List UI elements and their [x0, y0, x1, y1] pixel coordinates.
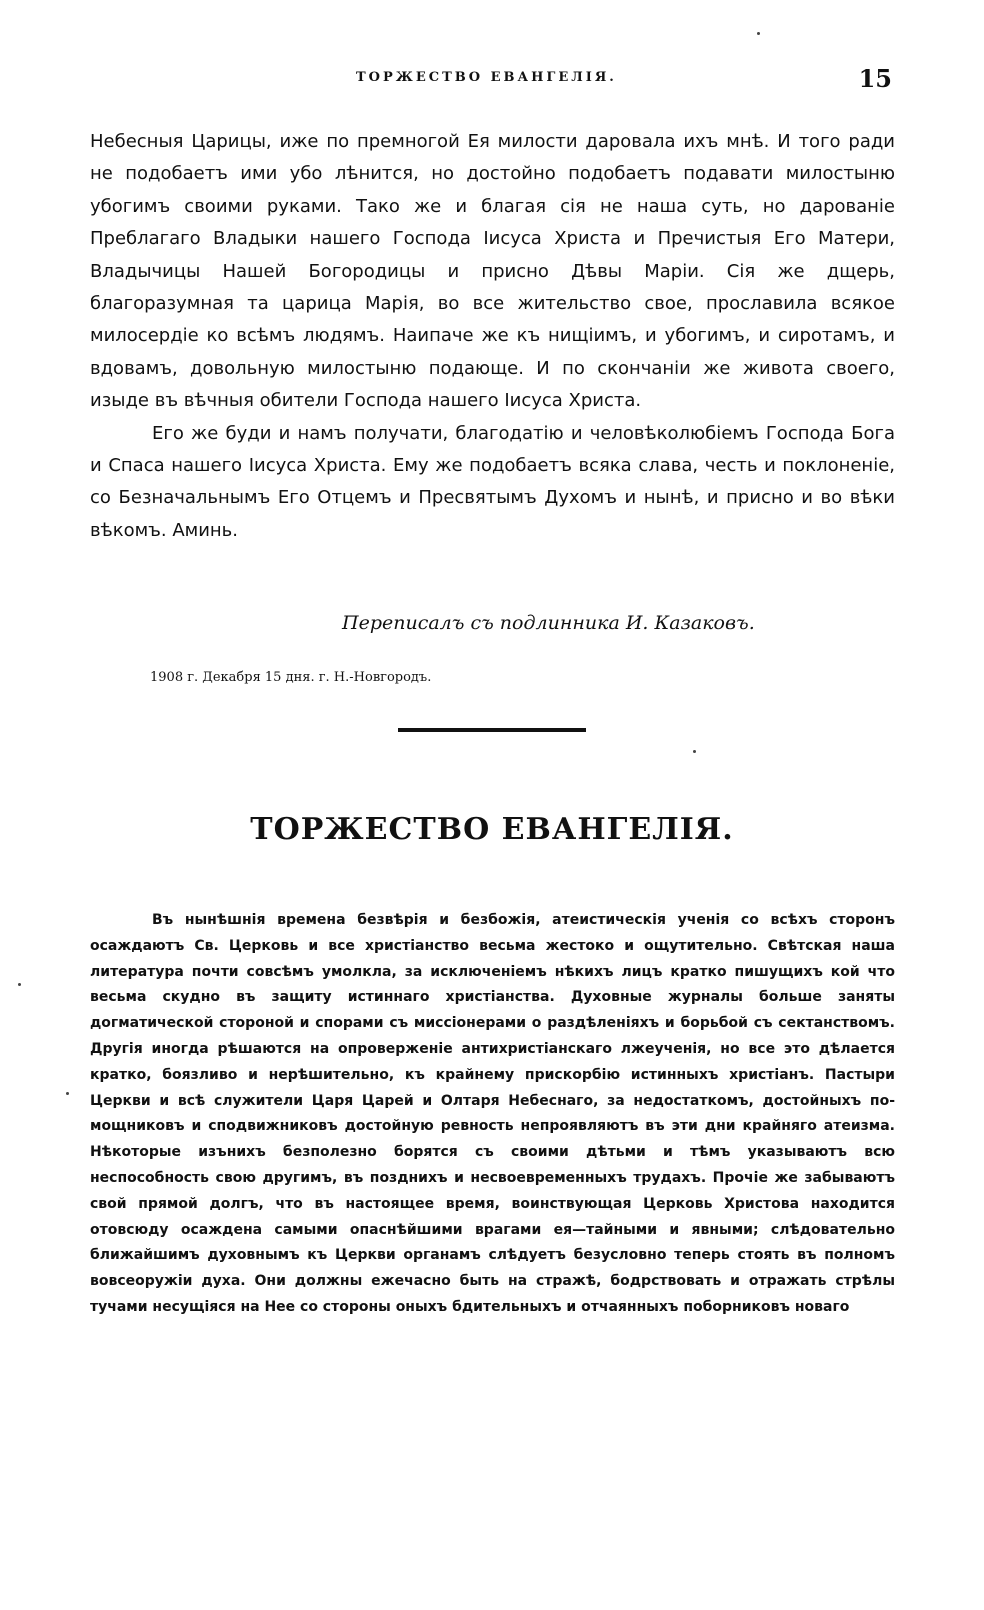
running-title: ТОРЖЕСТВО ЕВАНГЕЛІЯ.: [356, 70, 617, 85]
print-speck: [18, 983, 21, 986]
print-speck: [757, 32, 760, 35]
closing-paragraph-1: Небесныя Царицы, иже по премногой Ея милости даровала ихъ мнѣ. И того ради не подобаетъ ими убо лѣнится, но достойно подобаетъ подавати милостыню убогимъ своими руками. Тако же и благая сія не наша суть, но дарованіе Преблагаго Владыки нашего Господа Іисуса Христа и Пречистыя Его Матери, Владычицы Нашей Богородицы и присно Дѣвы Маріи. Сія же дщерь, благоразумная та царица Марія, во все жительство свое, прославила всякое милосердіе ко всѣмъ людямъ. Наипаче же къ нищіимъ, и убогимъ, и сиротамъ, и вдовамъ, довольную милостыню подающе. И по скончаніи же живота своего, изыде въ вѣчныя обители Господа нашего Іисуса Христа.: [90, 131, 895, 412]
closing-paragraph-2: Его же буди и намъ получати, благодатію и человѣколюбіемъ Господа Бога и Спаса нашего Іисуса Христа. Ему же подобаетъ всяка слава, честь и поклоненіе, со Безначальнымъ Его Отцемъ и Пресвятымъ Духомъ и нынѣ, и присно и во вѣки вѣкомъ. Аминь.: [90, 422, 895, 541]
page-number: 15: [858, 64, 892, 93]
print-speck: [693, 750, 696, 753]
section-divider: [398, 728, 586, 732]
copyist-signature: Переписалъ съ подлинника И. Казаковъ.: [342, 612, 755, 634]
section-title: ТОРЖЕСТВО ЕВАНГЕЛІЯ.: [250, 812, 734, 847]
article-text-block: [90, 908, 895, 1321]
print-speck: [66, 1092, 69, 1095]
closing-text-block: [90, 126, 895, 547]
article-paragraph-1: Въ нынѣшнія времена безвѣрія и безбожія, атеистическія ученія со всѣхъ сторонъ осаждаютъ Св. Церковь и все христіанство весьма жестоко и ощутительно. Свѣтская наша литература почти совсѣмъ умолкла, за исключеніемъ нѣкихъ лицъ кратко пишущихъ кой что весьма скудно въ защиту истиннаго христіанства. Духовные журналы больше заняты догматической стороной и спорами съ миссіонерами о раздѣленіяхъ и борьбой съ сектанствомъ. Другія иногда рѣшаются на опроверженіе антихристіанскаго лжеученія, но все это дѣлается кратко, боязливо и нерѣшительно, къ крайнему прискорбію истинныхъ христіанъ. Пастыри Церкви и всѣ служители Царя Царей и Олтаря Небеснаго, за недостаткомъ, достойныхъ помощниковъ и сподвижниковъ достойную ревность непроявляютъ въ эти дни крайняго атеизма. Нѣкоторые изънихъ безполезно борятся съ своими дѣтьми и тѣмъ указываютъ всю неспособность свою другимъ, въ позднихъ и несвоевременныхъ трудахъ. Прочіе же забываютъ свой прямой долгъ, что въ настоящее время, воинствующая Церковь Христова находится отовсюду осаждена самыми опаснѣйшими врагами ея—тайными и явными; слѣдовательно ближайшимъ духовнымъ къ Церкви органамъ слѣдуетъ безусловно теперь стоять въ полномъ вовсеоружіи духа. Они должны ежечасно быть на стражѣ, бодрствовать и отражать стрѣлы тучами несущіяся на Нее со стороны оныхъ бдительныхъ и отчаянныхъ поборниковъ новаго: [90, 912, 895, 1315]
running-head: [88, 64, 894, 98]
dateline: 1908 г. Декабря 15 дня. г. Н.-Новгородъ.: [150, 670, 432, 685]
